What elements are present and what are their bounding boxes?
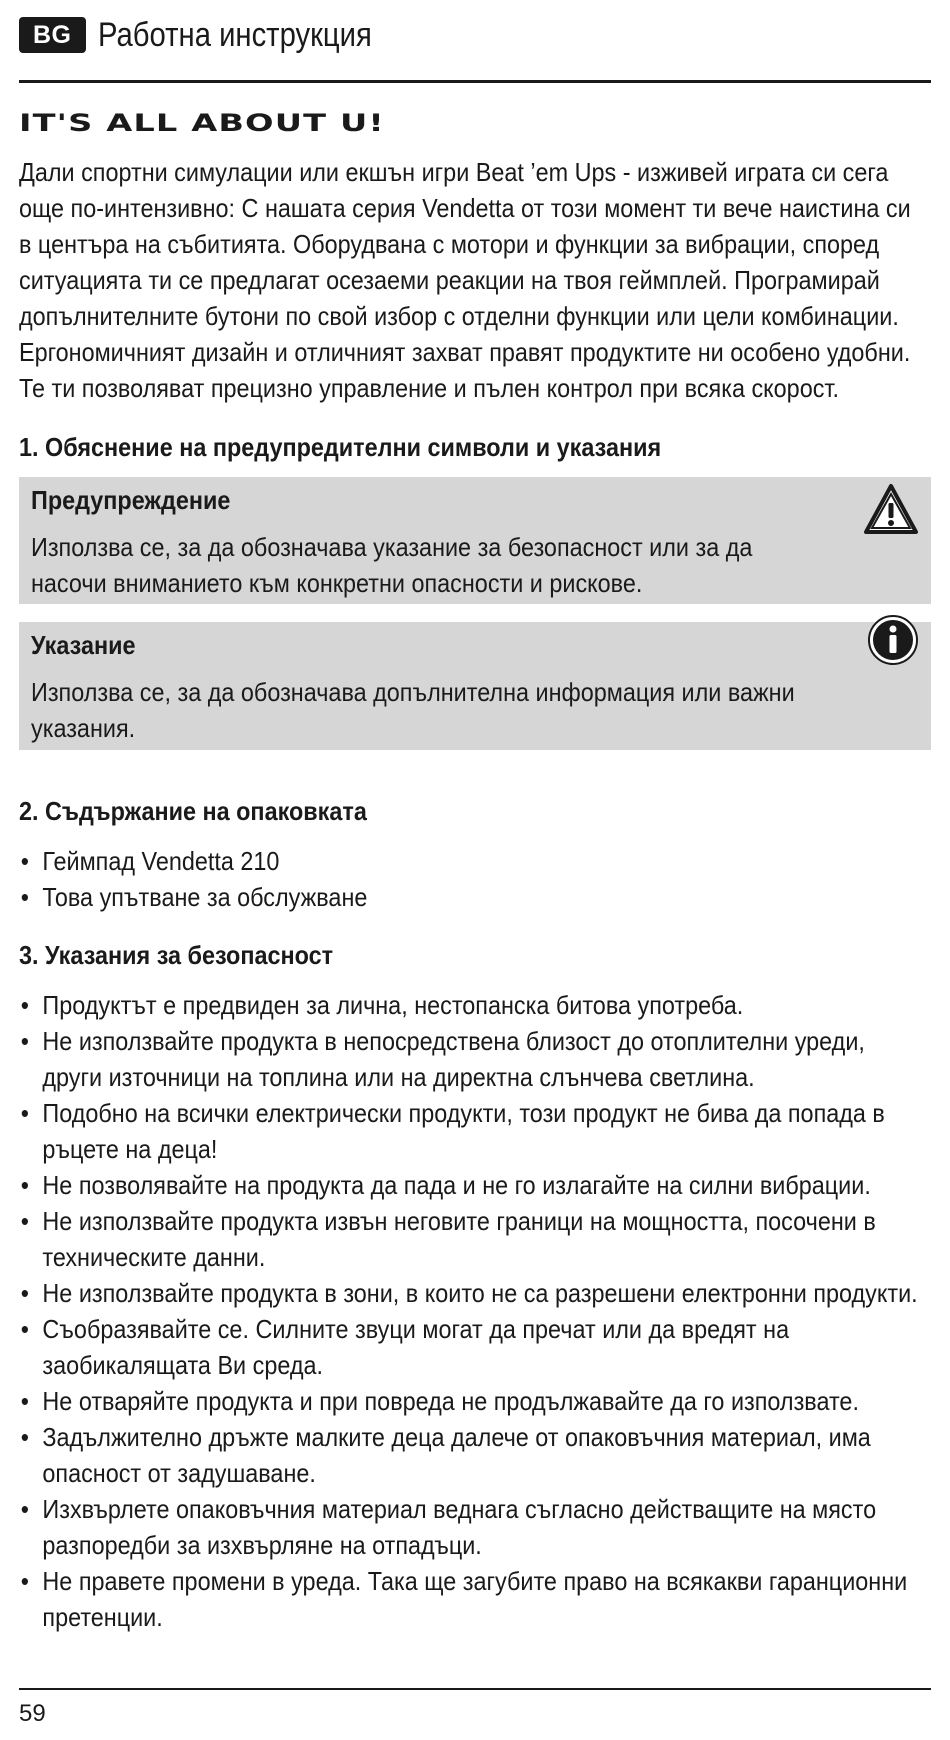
list-item: • Изхвърлете опаковъчния материал веднага съгласно действащите на място разпоредби за изхвърляне на отпадъци. [19, 1491, 928, 1563]
language-badge: BG [19, 17, 86, 53]
warning-triangle-icon [863, 483, 919, 540]
footer-divider [19, 1688, 931, 1690]
safety-instructions-list [19, 987, 928, 1635]
list-item: • Това упътване за обслужване [19, 879, 928, 915]
list-item: • Не отваряйте продукта и при повреда не продължавайте да го използвате. [19, 1383, 928, 1419]
note-box [19, 622, 931, 750]
info-circle-icon [867, 614, 919, 671]
warning-title: Предупреждение [31, 485, 231, 515]
list-item: • Не използвайте продукта извън неговите граници на мощността, посочени в техническите данни. [19, 1203, 928, 1275]
header-divider [19, 80, 931, 83]
warning-box [19, 477, 931, 604]
warning-text: Използва се, за да обозначава указание за безопасност или за да насочи вниманието към конкретни опасности и рискове. [31, 532, 753, 598]
package-contents-list [19, 843, 928, 915]
section-3-heading: 3. Указания за безопасност [19, 940, 334, 970]
section-1-heading: 1. Обяснение на предупредителни символи и указания [19, 432, 662, 462]
page-number: 59 [19, 1700, 46, 1727]
section-2-heading: 2. Съдържание на опаковката [19, 796, 367, 826]
document-title: Работна инструкция [97, 15, 372, 54]
list-item: • Съобразявайте се. Силните звуци могат да пречат или да вредят на заобикалящата Ви среда. [19, 1311, 928, 1383]
list-item: • Не използвайте продукта в зони, в които не са разрешени електронни продукти. [19, 1275, 928, 1311]
list-item: • Не правете промени в уреда. Така ще загубите право на всякакви гаранционни претенции. [19, 1563, 928, 1635]
list-item: • Продуктът е предвиден за лична, нестопанска битова употреба. [19, 987, 928, 1023]
slogan-heading: IT'S ALL ABOUT U! [19, 109, 385, 138]
list-item: • Не позволявайте на продукта да пада и не го излагайте на силни вибрации. [19, 1167, 928, 1203]
list-item: • Не използвайте продукта в непосредствена близост до отоплителни уреди, други източници на топлина или на директна слънчева светлина. [19, 1023, 928, 1095]
intro-paragraph: Дали спортни симулации или екшън игри Beat ’em Ups - изживей играта си сега още по-интензивно: С нашата серия Vendetta от този момент ти вече наистина си в центъра на събитията. Оборудвана с мотори и функции за вибрации, според ситуацията ти се предлагат осезаеми реакции на твоя геймплей. Програмирай допълнителните бутони по свой избор с отделни функции или цели комбинации. Ергономичният дизайн и отличният захват правят продуктите ни особено удобни. Те ти позволяват прецизно управление и пълен контрол при всяка скорост. [19, 157, 911, 403]
list-item: • Геймпад Vendetta 210 [19, 843, 928, 879]
list-item: • Подобно на всички електрически продукти, този продукт не бива да попада в ръцете на деца! [19, 1095, 928, 1167]
list-item: • Задължително дръжте малките деца далече от опаковъчния материал, има опасност от задушаване. [19, 1419, 928, 1491]
note-text: Използва се, за да обозначава допълнителна информация или важни указания. [31, 677, 795, 743]
note-title: Указание [31, 630, 136, 660]
page-header [19, 14, 416, 56]
